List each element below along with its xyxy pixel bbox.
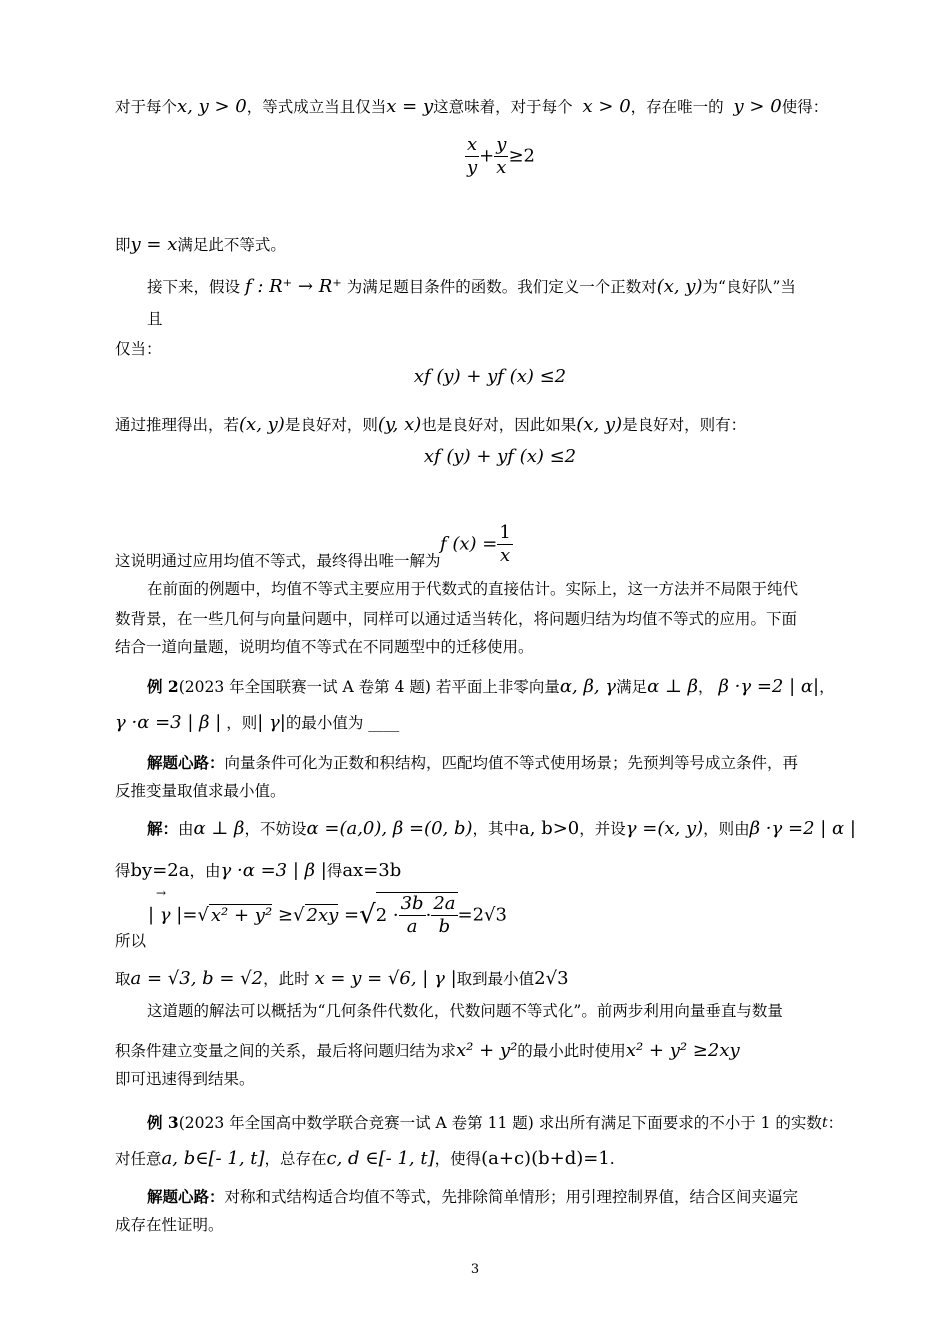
define-line-2 — [147, 308, 860, 330]
text: ，并设 — [579, 820, 626, 838]
text: ，等式成立当且仅当 — [246, 98, 387, 116]
sqrt-content: x² + y² — [210, 904, 273, 926]
text: 为满足题目条件的函数。我们定义一个正数对 — [346, 278, 657, 296]
math: (x, y) — [239, 414, 285, 435]
define-line — [147, 276, 860, 298]
math: by=2a — [130, 860, 190, 881]
idea-line-2: 成存在性证明。 — [115, 1216, 224, 1234]
summary-line: 这道题的解法可以概括为“几何条件代数化，代数问题不等式化”。前两步利用向量垂直与数量 — [147, 1002, 783, 1020]
text: ，其中 — [472, 820, 520, 838]
math: (x, y) — [656, 276, 703, 297]
text: ， — [819, 678, 835, 696]
example-label: 例 3 — [147, 1113, 179, 1132]
math: α ⊥ β — [193, 818, 245, 839]
math: x, y > 0 — [177, 96, 247, 117]
text: ，存在唯一的 — [630, 98, 724, 116]
text: ， — [698, 678, 714, 696]
text: 的最小值为 ____ — [285, 714, 400, 732]
text: . — [609, 1150, 615, 1168]
idea-line — [147, 1186, 860, 1208]
text: (2023 年全国联赛一试 A 卷第 4 题) 若平面上非零向量 — [178, 678, 560, 696]
text: 取到最小值 — [456, 970, 535, 988]
math: = — [344, 904, 360, 926]
text: ，使得 — [434, 1150, 482, 1168]
paragraph-line: 在前面的例题中，均值不等式主要应用于代数式的直接估计。实际上，这一方法并不局限于纯代 — [147, 580, 799, 598]
math: y = x — [130, 234, 178, 255]
take-line — [115, 968, 860, 990]
intro-line — [115, 96, 860, 118]
text: 通过推理得出，若 — [115, 416, 240, 434]
text: 仅当： — [115, 340, 162, 358]
sqrt-content: 2xy — [306, 904, 339, 926]
example-label: 例 2 — [147, 677, 179, 696]
fraction-numerator: 3b — [400, 893, 424, 914]
summary-line-3: 即可迅速得到结果。 — [115, 1070, 255, 1088]
text: ，不妨设 — [244, 820, 307, 838]
math: · — [425, 905, 432, 926]
idea-line — [147, 752, 860, 774]
math: 2 · — [375, 905, 399, 926]
text: ，由 — [189, 862, 221, 880]
text: 是良好对，则 — [284, 416, 378, 434]
math: γ ·α =3 | β | — [115, 712, 222, 733]
math: α ⊥ β — [647, 676, 699, 697]
math: f : R⁺ → R⁺ — [244, 276, 342, 297]
text: (2023 年全国高中数学联合竞赛一试 A 卷第 11 题) 求出所有满足下面要求的不小于 1 的实数 — [178, 1114, 822, 1132]
equation-3: xf (y) + yf (x) ≤2 — [423, 446, 577, 467]
solution-formula — [440, 522, 550, 567]
math: c, d ∈[- 1, t] — [326, 1148, 435, 1169]
reasoning-line — [115, 414, 860, 436]
text: 满足此不等式。 — [177, 236, 286, 254]
text: 得 — [326, 862, 343, 880]
math: ax=3b — [342, 860, 402, 881]
idea-label: 解题心路： — [147, 1187, 225, 1206]
plus-sign: + — [479, 145, 495, 167]
math: (y, x) — [377, 414, 422, 435]
text: 这意味着，对于每个 — [433, 98, 573, 116]
example-2-line — [147, 676, 860, 698]
math: | γ| — [257, 712, 286, 733]
text: 即 — [115, 236, 131, 254]
so-label: 所以 — [115, 932, 147, 950]
text: ，则 — [226, 714, 258, 732]
text: 为“良好队”当 — [702, 278, 796, 296]
text: 也是良好对，因此如果 — [421, 416, 577, 434]
magnitude-equation: → | γ |=√ x² + y² ≥√ 2xy =√2 · $\frac{3b}{a}$ · $\frac{2a}{b}$ =2√3 — [148, 886, 507, 937]
text: 接下来，假设 — [147, 278, 241, 296]
math: ≥ — [277, 904, 294, 926]
example-3-line — [147, 1112, 860, 1134]
math: x > 0 — [582, 96, 631, 117]
text: ，则由 — [703, 820, 750, 838]
math: f (x) = — [440, 533, 498, 555]
math: α =(a,0), β =(0, b) — [306, 818, 473, 839]
math: t — [821, 1115, 828, 1131]
math: (a+c)(b+d)=1 — [481, 1148, 610, 1169]
solution-line-2 — [115, 860, 860, 882]
fraction-denominator: b — [438, 916, 451, 937]
example-3-line-2 — [115, 1148, 860, 1170]
text: 得 — [115, 862, 131, 880]
page-number: 3 — [470, 1262, 480, 1277]
iff-line — [115, 338, 860, 360]
inequality-rhs: ≥2 — [508, 145, 535, 167]
text: 是良好对，则有： — [622, 416, 747, 434]
math: =2√3 — [457, 904, 507, 926]
text: 积条件建立变量之间的关系，最后将问题归结为求 — [115, 1042, 457, 1060]
text: ，此时 — [263, 970, 310, 988]
text: 取 — [115, 970, 131, 988]
yx-line — [115, 234, 860, 256]
fraction-denominator: x — [500, 545, 511, 566]
math: γ ·α =3 | β | — [220, 860, 327, 881]
math: x² + y² — [456, 1040, 518, 1061]
idea-line-2: 反推变量取值求最小值。 — [115, 782, 286, 800]
math: β ·γ =2 | α | — [749, 818, 856, 839]
text: 对任意 — [115, 1150, 162, 1168]
equation-2: xf (y) + yf (x) ≤2 — [413, 366, 567, 387]
math: β ·γ =2 | α| — [718, 676, 820, 697]
paragraph-line: 数背景，在一些几何与向量问题中，同样可以通过适当转化，将问题归结为均值不等式的应用。下面 — [115, 610, 798, 628]
math: a, b>0 — [519, 818, 580, 839]
example-2-line-2 — [115, 712, 860, 734]
math: α, β, γ — [559, 676, 617, 697]
text: 使得： — [781, 98, 829, 116]
text: ，总存在 — [264, 1150, 327, 1168]
fraction-numerator: y — [496, 134, 507, 155]
vector-arrow: → — [156, 886, 167, 900]
math: γ =(x, y) — [625, 818, 704, 839]
fraction-numerator: 2a — [433, 893, 456, 914]
math: x² + y² ≥2xy — [625, 1040, 740, 1061]
text: 对于每个 — [115, 98, 178, 116]
math: a, b∈[- 1, t] — [161, 1148, 265, 1169]
equation-1 — [440, 134, 560, 179]
idea-label: 解题心路： — [147, 753, 225, 772]
math: 2√3 — [534, 968, 569, 989]
text: 由 — [178, 820, 194, 838]
text: 向量条件可化为正数和积结构，匹配均值不等式使用场景；先预判等号成立条件，再 — [224, 754, 799, 772]
paragraph-line: 结合一道向量题，说明均值不等式在不同题型中的迁移使用。 — [115, 638, 534, 656]
summary-line-2 — [115, 1040, 860, 1062]
fraction-denominator: y — [467, 157, 478, 178]
fraction-denominator: a — [406, 916, 418, 937]
fraction-denominator: x — [496, 157, 507, 178]
fraction-numerator: x — [465, 134, 479, 157]
text: 对称和式结构适合均值不等式，先排除简单情形；用引理控制界值，结合区间夹逼完 — [224, 1188, 799, 1206]
math: a = √3, b = √2 — [130, 968, 264, 989]
math: | γ |= — [148, 904, 198, 926]
text: 这说明通过应用均值不等式，最终得出唯一解为 — [115, 552, 441, 570]
math: x = y = √6, | γ | — [314, 968, 457, 989]
math: y > 0 — [733, 96, 782, 117]
math: (x, y) — [576, 414, 623, 435]
text: 的最小此时使用 — [517, 1042, 626, 1060]
text: 满足 — [616, 678, 648, 696]
fraction-numerator: 1 — [499, 522, 511, 543]
solution-label: 解： — [147, 819, 179, 838]
math: x = y — [386, 96, 434, 117]
solution-line — [147, 818, 860, 840]
text: 且 — [147, 310, 163, 328]
text: ： — [827, 1114, 844, 1132]
